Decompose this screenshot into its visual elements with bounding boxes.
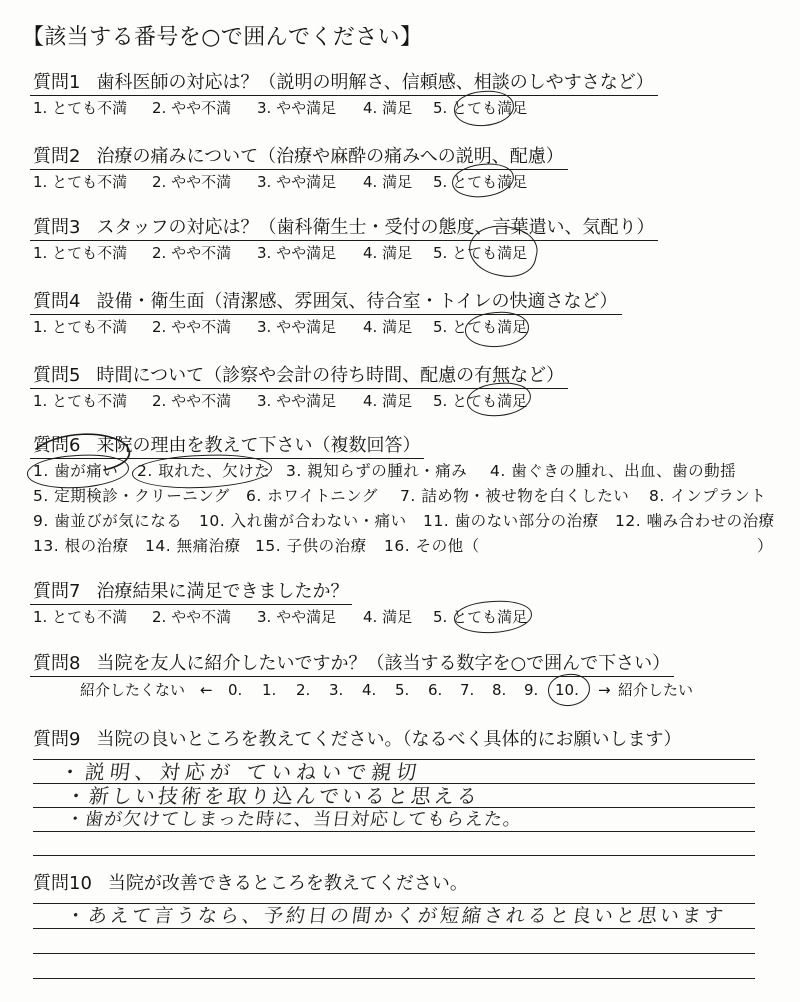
q4-label: 質問4 [33, 291, 81, 312]
q6-options-row-4 [0, 536, 800, 556]
q9-label: 質問9 [33, 729, 81, 750]
right-arrow-icon: → [598, 681, 611, 699]
q7-option-3: 3. やや満足 [257, 608, 337, 626]
q3-option-5: 5. とても満足 [433, 243, 527, 263]
q8-scale-4: 4. [362, 681, 377, 699]
q8-title [30, 652, 674, 677]
q6-option-11: 11. 歯のない部分の治療 [423, 512, 599, 530]
q9-handwritten-answer-2: ・新しい技術を取り込んでいると思える [64, 784, 482, 808]
q8-scale-9: 9. [524, 681, 539, 699]
q6-option-9: 9. 歯並びが気になる [33, 512, 183, 530]
q8-low-label: 紹介したくない [80, 681, 186, 699]
q4-title [30, 290, 622, 315]
left-arrow-icon: ← [200, 681, 213, 699]
q6-option-8: 8. インプラント [649, 487, 767, 505]
q6-option-15: 15. 子供の治療 [255, 537, 367, 555]
instruction-heading: 【該当する番号を○で囲んでください】 [22, 25, 423, 50]
q5-title [30, 364, 568, 389]
q6-options-row-3 [0, 511, 800, 531]
q3-title [30, 216, 658, 241]
q2-option-2: 2. やや不満 [152, 173, 232, 191]
q7-options [0, 607, 800, 627]
q6-option-14: 14. 無痛治療 [145, 537, 241, 555]
q4-option-4: 4. 満足 [363, 318, 413, 336]
q3-option-1: 1. とても不満 [33, 244, 128, 262]
q6-option-10: 10. 入れ歯が合わない・痛い [199, 512, 407, 530]
q5-text: 時間について（診察や会計の待ち時間、配慮の有無など） [96, 365, 565, 386]
q6-option-12: 12. 噛み合わせの治療 [615, 512, 775, 530]
q2-option-5: 5. とても満足 [433, 172, 527, 192]
q10-label: 質問10 [33, 873, 92, 894]
q1-option-5: 5. とても満足 [433, 98, 527, 118]
q10-answer-line [33, 928, 755, 929]
selection-circle-mark [453, 599, 533, 635]
q8-scale-2: 2. [296, 681, 311, 699]
q6-option-6: 6. ホワイトニング [246, 487, 378, 505]
q7-text: 治療結果に満足できましたか？ [96, 581, 349, 602]
q5-label: 質問5 [33, 365, 81, 386]
q1-label: 質問1 [33, 72, 81, 93]
q6-label: 質問6 [33, 435, 81, 456]
q3-text: スタッフの対応は？（歯科衛生士・受付の態度、言葉遣い、気配り） [96, 217, 655, 238]
q1-option-1: 1. とても不満 [33, 99, 128, 117]
q8-scale-10: 10. [555, 680, 579, 700]
q8-scale-0: 0. [228, 681, 243, 699]
q2-option-4: 4. 満足 [363, 173, 413, 191]
q8-text: 当院を友人に紹介したいですか？（該当する数字を○で囲んで下さい） [96, 653, 671, 674]
q5-option-1: 1. とても不満 [33, 392, 128, 410]
q1-option-4: 4. 満足 [363, 99, 413, 117]
q6-other-close-paren: ） [757, 537, 774, 555]
q4-options [0, 317, 800, 337]
q8-scale-3: 3. [329, 681, 344, 699]
q6-option-1: 1. 歯が痛い [33, 461, 118, 481]
q1-options [0, 98, 800, 118]
q1-option-3: 3. やや満足 [257, 99, 337, 117]
q6-options-row-1 [0, 461, 800, 481]
q2-options [0, 172, 800, 192]
q9-title [30, 728, 685, 752]
q6-option-16-other: 16. その他（ [384, 537, 480, 555]
q2-title [30, 145, 568, 170]
q8-scale [0, 680, 800, 700]
q4-option-2: 2. やや不満 [152, 318, 232, 336]
q2-text: 治療の痛みについて（治療や麻酔の痛みへの説明、配慮） [96, 146, 564, 167]
q7-option-2: 2. やや不満 [152, 608, 232, 626]
q7-option-4: 4. 満足 [363, 608, 413, 626]
selection-circle-mark [547, 673, 591, 708]
q4-text: 設備・衛生面（清潔感、雰囲気、待合室・トイレの快適さなど） [96, 291, 618, 312]
q6-option-3: 3. 親知らずの腫れ・痛み [286, 462, 468, 480]
q5-option-4: 4. 満足 [363, 392, 413, 410]
q1-title [30, 71, 658, 96]
q5-option-2: 2. やや不満 [152, 392, 232, 410]
q6-option-13: 13. 根の治療 [33, 537, 129, 555]
q8-label: 質問8 [33, 653, 81, 674]
q6-option-4: 4. 歯ぐきの腫れ、出血、歯の動揺 [490, 462, 737, 480]
q1-option-2: 2. やや不満 [152, 99, 232, 117]
q7-label: 質問7 [33, 581, 81, 602]
q8-high-label: 紹介したい [618, 681, 694, 699]
q8-scale-6: 6. [428, 681, 443, 699]
q10-answer-line [33, 953, 755, 954]
q9-handwritten-answer-3: ・歯が欠けてしまった時に、当日対応してもらえた。 [64, 809, 524, 830]
selection-circle-mark [464, 310, 530, 348]
q10-text: 当院が改善できるところを教えてください。 [107, 873, 468, 894]
q4-option-1: 1. とても不満 [33, 318, 128, 336]
q7-option-5: 5. とても満足 [433, 607, 527, 627]
q9-text: 当院の良いところを教えてください。（なるべく具体的にお願いします） [96, 729, 682, 750]
q5-option-3: 3. やや満足 [257, 392, 337, 410]
q9-handwritten-answer-1: ・説明、対応が ていねいで親切 [58, 760, 423, 784]
q3-options [0, 243, 800, 263]
q7-title [30, 580, 352, 605]
q2-label: 質問2 [33, 146, 81, 167]
q7-option-1: 1. とても不満 [33, 608, 128, 626]
q10-handwritten-answer-1: ・あえて言うなら、予約日の間かくが短縮されると良いと思います [64, 905, 728, 927]
q2-option-3: 3. やや満足 [257, 173, 337, 191]
q6-options-row-2 [0, 486, 800, 506]
q8-scale-8: 8. [492, 681, 507, 699]
q1-text: 歯科医師の対応は？（説明の明解さ、信頼感、相談のしやすさなど） [96, 72, 654, 93]
q4-option-5: 5. とても満足 [433, 317, 527, 337]
q6-option-2: 2. 取れた、欠けた [137, 461, 270, 481]
q3-label: 質問3 [33, 217, 81, 238]
q3-option-2: 2. やや不満 [152, 244, 232, 262]
q10-answer-line [33, 978, 755, 979]
q10-title [30, 872, 472, 896]
q5-option-5: 5. とても満足 [433, 391, 527, 411]
q2-option-1: 1. とても不満 [33, 173, 128, 191]
q4-option-3: 3. やや満足 [257, 318, 337, 336]
q6-option-7: 7. 詰め物・被せ物を白くしたい [400, 487, 630, 505]
q3-option-3: 3. やや満足 [257, 244, 337, 262]
q8-scale-1: 1. [262, 681, 277, 699]
q9-answer-line [33, 855, 755, 856]
q8-scale-7: 7. [460, 681, 475, 699]
q6-text: 来院の理由を教えて下さい（複数回答） [96, 435, 421, 456]
q8-scale-5: 5. [395, 681, 410, 699]
q5-options [0, 391, 800, 411]
q6-option-5: 5. 定期検診・クリーニング [33, 487, 230, 505]
q6-options [0, 461, 800, 561]
q3-option-4: 4. 満足 [363, 244, 413, 262]
